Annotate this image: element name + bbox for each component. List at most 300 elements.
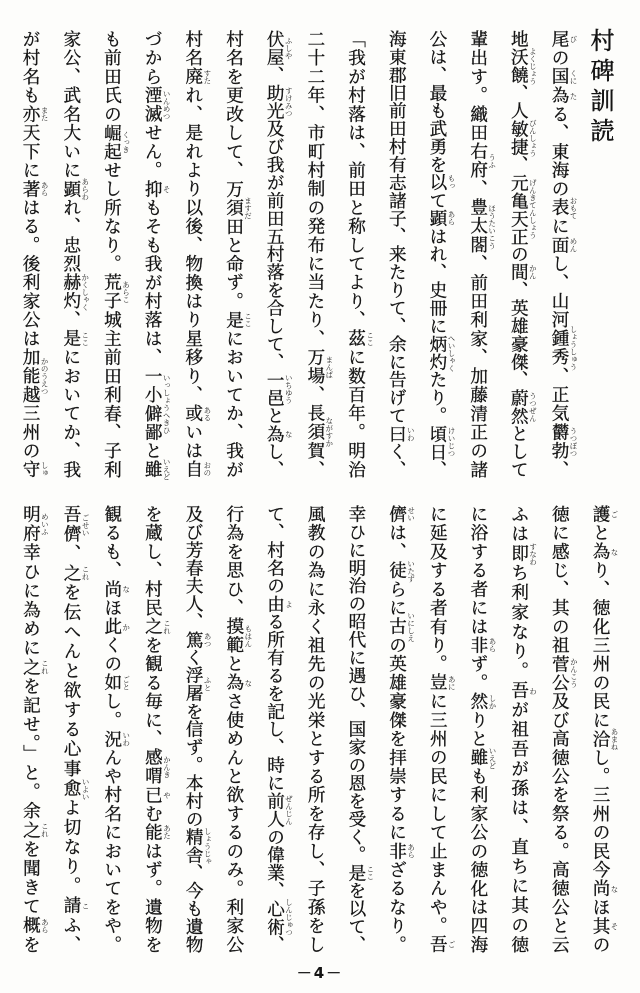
ruby-reading: あつ — [203, 632, 213, 647]
ruby-reading: あに — [447, 675, 457, 691]
ruby-base: 非 — [467, 635, 488, 655]
ruby-reading: もはん — [243, 624, 253, 648]
ruby-base: 洽 — [590, 729, 610, 749]
ruby-reading: いわ — [406, 426, 416, 441]
ruby-base: 茲 — [345, 329, 366, 349]
ruby-word — [304, 348, 334, 386]
ruby-word — [345, 329, 375, 349]
text-column — [91, 505, 132, 953]
ruby-base: 之 — [61, 563, 82, 584]
ruby-base: 概 — [20, 916, 41, 936]
text-run: ほ — [101, 598, 122, 618]
text-column — [538, 30, 579, 478]
ruby-word — [264, 898, 294, 937]
ruby-base: 赫灼 — [60, 273, 81, 311]
text-run: ち利家なり。 — [508, 563, 529, 682]
ruby-base: 元亀天正 — [508, 173, 529, 246]
text-run: 、 — [264, 935, 285, 954]
ruby-reading: いよい — [81, 777, 91, 800]
ruby-word — [182, 404, 212, 423]
ruby-base: 以 — [426, 173, 447, 192]
text-run: 三州の — [20, 404, 41, 461]
ruby-reading: おもて — [569, 196, 578, 220]
ruby-reading: あら — [487, 637, 497, 653]
ruby-reading: かんき — [162, 755, 172, 779]
text-run: 輩出す。織田 — [467, 30, 488, 143]
ruby-reading: いわ — [121, 731, 131, 747]
ruby-reading: うつぼつ — [569, 426, 578, 457]
ruby-base: 吾 — [427, 935, 448, 953]
ruby-base: 自 — [182, 460, 203, 479]
text-run: さ使めんと欲するのみ。利家公 — [223, 692, 244, 954]
text-run: 及び我が前田五村落を合して、 — [264, 119, 285, 371]
ruby-reading: うつぜん — [528, 391, 538, 422]
ruby-base: 是 — [223, 310, 244, 330]
text-run: 幸ひに為めに — [20, 543, 41, 658]
text-run: づから — [142, 30, 163, 87]
ruby-word — [61, 896, 91, 916]
text-run: る、東海の — [549, 104, 569, 199]
ruby-word — [20, 348, 50, 405]
ruby-word — [427, 935, 457, 953]
ruby-base: 一邑 — [264, 370, 285, 407]
text-column — [10, 505, 51, 953]
ruby-reading: いっしょうへきひ — [162, 374, 172, 435]
text-column — [254, 505, 295, 953]
ruby-word — [101, 273, 131, 311]
ruby-word — [20, 104, 50, 124]
text-run: 「我が村落は、前田と称してより、 — [345, 30, 366, 330]
ruby-base: 前人 — [264, 791, 285, 828]
ruby-word — [467, 198, 497, 255]
ruby-base: 曰 — [386, 424, 407, 443]
ruby-base: 守 — [20, 460, 41, 478]
ruby-word — [20, 657, 50, 677]
text-run: し。三州の民今 — [590, 748, 610, 880]
ruby-base: 即 — [508, 544, 529, 564]
text-run: に — [549, 217, 569, 236]
ruby-word — [304, 404, 334, 461]
ruby-reading: ご — [447, 940, 457, 948]
ruby-base: 国 — [549, 67, 569, 87]
text-run: を — [20, 935, 41, 953]
ruby-base: 浮屠 — [183, 666, 204, 703]
ruby-base: 是 — [60, 329, 81, 349]
text-run: る所有るを記し、時に — [264, 612, 285, 792]
ruby-base: 欝勃 — [549, 422, 569, 461]
ruby-base: 此 — [101, 617, 122, 636]
ruby-base: 吾 — [508, 681, 529, 701]
ruby-reading: しょうじゃ — [203, 827, 213, 865]
ruby-word — [264, 370, 294, 407]
text-run: を観る毎に、 — [142, 635, 163, 749]
ruby-word — [20, 820, 50, 840]
ruby-reading: よ — [284, 599, 294, 608]
ruby-word — [142, 823, 172, 842]
text-run: と命ず。 — [223, 235, 244, 311]
text-run: と — [142, 441, 163, 461]
ruby-reading: な — [610, 884, 619, 893]
text-run: の偉業、 — [264, 827, 285, 900]
text-run: として — [508, 424, 529, 479]
ruby-reading: まんば — [324, 355, 334, 379]
ruby-word — [183, 630, 213, 649]
ruby-word — [549, 422, 578, 461]
ruby-word — [61, 777, 91, 800]
text-run: せん。 — [142, 123, 163, 180]
ruby-word — [590, 879, 619, 898]
text-run: ふは — [508, 505, 529, 545]
text-run: が祖吾が孫は、直ちに其の徳 — [508, 700, 529, 953]
lower-text-block — [9, 505, 620, 953]
ruby-base: 是 — [345, 863, 366, 882]
text-column — [376, 505, 417, 953]
ruby-word — [264, 594, 294, 613]
text-run: においてか、我 — [60, 348, 81, 478]
ruby-word — [386, 611, 416, 642]
ruby-reading: くに — [569, 69, 578, 85]
text-column — [9, 30, 50, 478]
text-run: たり。 — [426, 370, 447, 425]
text-run: 天下に — [20, 123, 41, 180]
upper-text-block — [9, 30, 579, 481]
ruby-word — [142, 785, 172, 805]
ruby-reading: しんじゅつ — [284, 898, 294, 937]
ruby-reading: くっき — [121, 131, 131, 154]
ruby-base: 其 — [590, 916, 610, 936]
ruby-base: 心術 — [264, 899, 285, 936]
ruby-word — [508, 263, 538, 282]
text-column — [498, 505, 539, 953]
text-run: 徳に感じ、其の祖 — [549, 505, 570, 655]
text-run: ふ、 — [61, 915, 82, 953]
ruby-base: 然 — [467, 692, 488, 711]
document-title: 村碑訓読 — [586, 28, 614, 148]
ruby-word — [467, 635, 497, 655]
ruby-base: 廃 — [182, 67, 203, 87]
ruby-word — [508, 542, 538, 566]
ruby-base: 尚 — [590, 879, 610, 898]
ruby-word — [20, 460, 50, 478]
ruby-base: 顕 — [426, 209, 447, 228]
ruby-word — [590, 916, 619, 936]
ruby-base: 或 — [182, 404, 203, 423]
text-run: はる。後利家公は — [20, 198, 41, 349]
text-run: もそも我が村落は、 — [142, 198, 163, 367]
ruby-word — [264, 424, 294, 443]
ruby-word — [386, 505, 416, 524]
text-run: 行為を思ひ、 — [223, 505, 244, 618]
text-run: はれ、史冊に — [426, 227, 447, 335]
ruby-reading: よくじょう — [528, 47, 538, 85]
ruby-base: 著 — [20, 179, 41, 199]
text-run: と — [590, 523, 610, 543]
text-run: 風教の為に永く祖先の光栄とする所を存し、子孫をし — [305, 505, 326, 953]
text-run: の — [549, 48, 569, 68]
ruby-word — [590, 505, 619, 524]
ruby-word — [142, 748, 172, 786]
ruby-base: 請 — [61, 896, 82, 916]
ruby-reading: ご — [610, 510, 619, 519]
ruby-word — [101, 123, 131, 161]
ruby-reading: しょうしゅう — [569, 325, 578, 371]
ruby-word — [61, 505, 91, 545]
ruby-word — [508, 388, 538, 425]
text-run: の英雄豪傑を拝崇するに — [386, 636, 407, 842]
text-run: 、正気 — [549, 366, 569, 423]
ruby-reading: これ — [40, 659, 50, 675]
ruby-word — [20, 505, 50, 544]
ruby-base: 崛起 — [101, 123, 122, 161]
text-run: り、徳化三州の民に — [590, 561, 610, 730]
ruby-reading: あらわ — [80, 177, 90, 201]
ruby-word — [345, 863, 375, 882]
ruby-reading: せい — [406, 506, 416, 522]
text-run: 村名を更改して、 — [223, 30, 244, 180]
ruby-reading: すけみつ — [284, 86, 294, 117]
ruby-reading: ここ — [365, 331, 375, 347]
text-run: ざるなり。 — [386, 860, 407, 953]
text-run: く、 — [386, 442, 407, 479]
ruby-reading: か — [121, 622, 131, 631]
ruby-reading: めいふ — [40, 512, 50, 536]
ruby-word — [142, 86, 172, 124]
text-run: れ、是れより以後、物換はり星移り、 — [182, 86, 203, 405]
ruby-word — [223, 673, 253, 693]
text-run: を蔵し、村民 — [142, 505, 163, 618]
ruby-reading: ここ — [80, 331, 90, 347]
ruby-reading: けいじつ — [446, 427, 456, 458]
text-run: は、 — [386, 523, 407, 562]
text-column — [294, 30, 335, 478]
ruby-reading: ごと — [121, 675, 131, 691]
text-run: が村名も — [20, 30, 41, 105]
ruby-word — [426, 334, 456, 372]
ruby-reading: ここ — [365, 865, 375, 881]
ruby-base: 為 — [223, 673, 244, 693]
text-run: し。 — [101, 692, 122, 730]
ruby-word — [20, 916, 50, 936]
ruby-base: 為 — [264, 424, 285, 443]
ruby-base: 顕 — [60, 179, 81, 199]
text-run: 海東郡旧前田村有志諸子、来たりて、余に告げて — [386, 30, 407, 425]
text-run: て — [426, 191, 447, 210]
ruby-word — [508, 681, 538, 701]
text-column — [254, 30, 295, 478]
text-run: よ切なり。 — [61, 798, 82, 897]
ruby-reading: しか — [487, 694, 497, 709]
text-run: 、 — [467, 179, 488, 199]
ruby-reading: び — [569, 35, 578, 44]
ruby-reading: あらこ — [121, 280, 131, 304]
ruby-base: 荒子 — [101, 273, 122, 311]
ruby-reading: な — [243, 679, 253, 687]
ruby-reading: な — [284, 429, 294, 438]
ruby-word — [549, 86, 578, 105]
ruby-base: 尚 — [101, 579, 122, 599]
text-run: 、 — [264, 65, 285, 84]
text-column — [579, 505, 620, 953]
ruby-reading: かのうえつ — [40, 357, 50, 395]
ruby-word — [182, 460, 212, 479]
ruby-word — [590, 727, 619, 751]
ruby-reading: これ — [40, 822, 50, 838]
ruby-base: 愈 — [61, 778, 82, 799]
text-run: 及び芳春夫人、 — [183, 505, 204, 631]
text-run: 、 — [508, 155, 529, 174]
text-column — [417, 505, 458, 953]
text-run: に数百年。明治 — [345, 348, 366, 478]
ruby-base: 吾儕 — [61, 505, 82, 545]
ruby-reading: かんこう — [569, 658, 579, 689]
ruby-reading: めん — [569, 237, 578, 253]
ruby-base: 万場 — [304, 348, 325, 386]
text-run: らに — [386, 579, 407, 618]
ruby-word — [426, 209, 456, 228]
text-column — [416, 30, 457, 478]
text-run: 、英雄豪傑、 — [508, 281, 529, 389]
ruby-base: 況 — [101, 729, 122, 749]
ruby-reading: へいしゃく — [446, 334, 456, 372]
ruby-base: 尾 — [549, 30, 569, 49]
ruby-reading: あら — [406, 843, 416, 859]
ruby-reading: もっ — [446, 174, 456, 190]
text-run: 、 — [304, 460, 325, 478]
ruby-word — [142, 366, 172, 442]
ruby-base: 万須田 — [223, 179, 244, 236]
ruby-reading: や — [162, 791, 172, 799]
text-column — [539, 505, 580, 953]
ruby-word — [101, 617, 131, 636]
ruby-reading: ごせい — [81, 513, 91, 536]
ruby-word — [386, 424, 416, 443]
ruby-base: 雖 — [467, 748, 488, 768]
ruby-reading: いにしえ — [406, 611, 416, 642]
ruby-word — [549, 325, 578, 371]
ruby-base: 伏屋 — [264, 30, 285, 66]
ruby-reading: わ — [528, 687, 538, 695]
text-run: ず。 — [467, 654, 488, 693]
ruby-word — [101, 729, 131, 749]
ruby-base: 湮滅 — [142, 86, 163, 124]
text-run: 、 — [61, 544, 82, 564]
ruby-base: 頃日 — [426, 424, 447, 461]
ruby-base: 古 — [386, 617, 407, 636]
text-column — [50, 30, 91, 478]
text-run: はず。遺物を — [142, 841, 163, 953]
ruby-base: 菅公 — [549, 654, 570, 693]
text-run: を記せ。」と。余 — [20, 676, 41, 821]
ruby-base: 為 — [549, 86, 569, 105]
ruby-word — [60, 273, 90, 311]
ruby-word — [183, 827, 213, 865]
text-run: 観るも、 — [101, 505, 122, 580]
ruby-base: 篤 — [183, 630, 204, 649]
text-run: 、人 — [508, 83, 529, 120]
ruby-word — [590, 542, 619, 562]
ruby-base: 一小僻鄙 — [142, 366, 163, 442]
text-column — [457, 505, 498, 953]
ruby-reading: びんしょう — [528, 118, 538, 157]
ruby-word — [264, 83, 294, 120]
ruby-word — [142, 617, 172, 636]
text-run: と — [264, 406, 285, 425]
text-run: 地 — [508, 30, 529, 48]
ruby-reading: いえど — [487, 746, 497, 769]
text-run: の — [508, 245, 529, 264]
ruby-base: 鍾秀 — [549, 329, 569, 367]
ruby-base: 間 — [508, 263, 529, 282]
ruby-reading: いちゆう — [284, 373, 294, 404]
ruby-base: 儕 — [386, 505, 407, 524]
ruby-reading: そ — [610, 922, 619, 930]
ruby-base: 右府 — [467, 142, 488, 180]
ruby-base: 表 — [549, 198, 569, 218]
ruby-reading: あら — [446, 210, 456, 226]
ruby-word — [223, 617, 253, 655]
ruby-base: 長須賀 — [304, 404, 325, 461]
ruby-word — [549, 67, 578, 87]
text-run: を伝へんと欲する心事 — [61, 583, 82, 779]
text-run: を信ず。本村の — [183, 702, 204, 828]
page-number: －4－ — [296, 964, 344, 982]
ruby-base: 亦 — [20, 104, 41, 124]
ruby-base: 之 — [20, 820, 41, 840]
ruby-word — [549, 30, 578, 49]
text-run: を聞きて — [20, 839, 41, 917]
ruby-word — [142, 179, 172, 199]
text-run: においてか、我が — [223, 329, 244, 478]
text-column — [335, 505, 376, 953]
ruby-base: 明府 — [20, 505, 41, 544]
ruby-reading: あた — [162, 824, 172, 840]
ruby-base: 為 — [590, 542, 610, 562]
ruby-base: 面 — [549, 235, 569, 255]
ruby-word — [183, 666, 213, 703]
text-run: 、 — [60, 310, 81, 330]
ruby-word — [467, 142, 497, 180]
ruby-base: 豊太閤 — [467, 198, 488, 255]
ruby-reading: かくしゃく — [80, 273, 90, 311]
text-column — [91, 30, 132, 478]
ruby-reading: いたず — [406, 559, 416, 582]
ruby-word — [223, 179, 253, 236]
ruby-reading: こ — [81, 902, 91, 910]
ruby-base: 炳灼 — [426, 334, 447, 371]
ruby-base: 之 — [142, 617, 163, 636]
ruby-word — [467, 746, 497, 769]
ruby-reading: あら — [40, 181, 50, 197]
text-run: 、 — [549, 460, 569, 479]
text-column — [376, 30, 417, 478]
text-column — [498, 30, 539, 478]
text-column — [295, 505, 336, 953]
ruby-reading: これ — [162, 619, 172, 635]
ruby-reading: すた — [202, 69, 212, 85]
ruby-word — [182, 67, 212, 87]
ruby-base: 豈 — [427, 673, 448, 693]
ruby-base: 助光 — [264, 83, 285, 120]
ruby-base: 摸範 — [223, 617, 244, 655]
ruby-reading: た — [569, 91, 578, 100]
ruby-word — [467, 692, 497, 711]
ruby-word — [386, 559, 416, 582]
ruby-base: 加能越 — [20, 348, 41, 405]
ruby-word — [142, 457, 172, 481]
text-run: 、前田利家、加藤清正の諸 — [467, 254, 488, 479]
ruby-word — [61, 563, 91, 584]
text-column — [335, 30, 376, 478]
